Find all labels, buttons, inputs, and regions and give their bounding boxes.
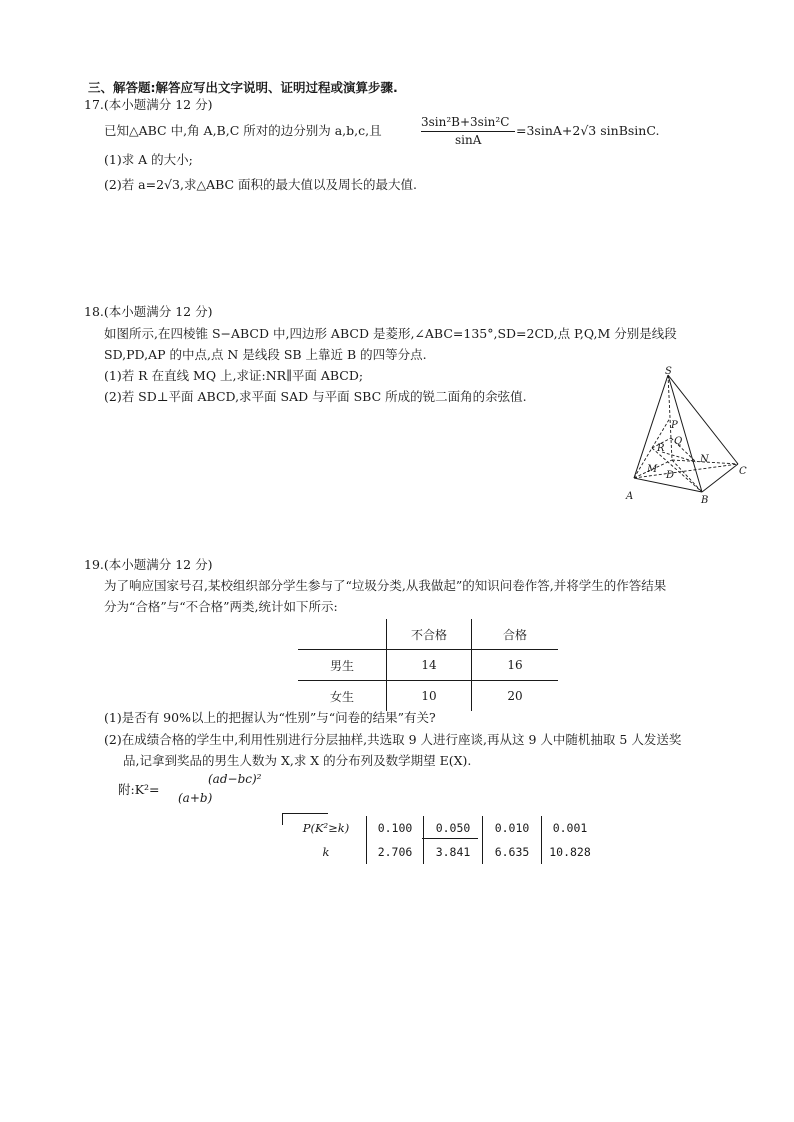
table-row-female-label: 女生 xyxy=(298,681,387,712)
label-N: N xyxy=(700,454,709,465)
formula-prefix: 附:K²= xyxy=(118,782,160,797)
q18-line2: SD,PD,AP 的中点,点 N 是线段 SB 上靠近 B 的四等分点. xyxy=(104,347,427,362)
kt-p-1: 0.050 xyxy=(424,816,483,840)
q19-part2-line2: 品,记拿到奖品的男生人数为 X,求 X 的分布列及数学期望 E(X). xyxy=(123,753,472,768)
label-C: C xyxy=(739,466,747,477)
q17-fraction-denominator: sinA xyxy=(455,133,482,147)
q18-line1: 如图所示,在四棱锥 S−ABCD 中,四边形 ABCD 是菱形,∠ABC=135°,SD=2CD,点 P,Q,M 分别是线段 xyxy=(104,326,677,341)
q17-fraction-numerator: 3sin²B+3sin²C xyxy=(421,115,510,129)
formula-numerator: (ad−bc)² xyxy=(208,772,262,786)
table-header-fail: 不合格 xyxy=(387,619,472,650)
label-Q: Q xyxy=(674,436,683,447)
q17-stem-prefix: 已知△ABC 中,角 A,B,C 所对的边分别为 a,b,c,且 xyxy=(104,123,382,138)
kt-corner xyxy=(282,813,283,825)
label-R: R xyxy=(657,443,665,454)
q19-header: 19.(本小题满分 12 分) xyxy=(84,557,213,572)
kt-k-0: 2.706 xyxy=(367,840,424,864)
kt-topline xyxy=(282,813,328,814)
kt-p-3: 0.001 xyxy=(542,816,599,840)
formula-denominator: (a+b) xyxy=(178,791,213,805)
label-P: P xyxy=(671,420,678,431)
table-header-pass: 合格 xyxy=(502,627,527,642)
contingency-table xyxy=(298,619,558,711)
table-cell-male-pass: 16 xyxy=(507,658,523,672)
q18-header: 18.(本小题满分 12 分) xyxy=(84,304,213,319)
pyramid-figure xyxy=(620,366,755,508)
q19-part2-line1: (2)在成绩合格的学生中,利用性别进行分层抽样,共选取 9 人进行座谈,再从这 9 人中随机抽取 5 人发送奖 xyxy=(104,732,682,747)
edge-SA xyxy=(634,375,668,478)
q19-line2: 分为“合格”与“不合格”两类,统计如下所示: xyxy=(104,599,338,614)
table-cell-male-fail: 14 xyxy=(387,650,472,681)
kt-k-1: 3.841 xyxy=(424,840,483,864)
kt-row2-label: k xyxy=(322,845,330,859)
label-S: S xyxy=(665,366,672,377)
table-cell-female-pass: 20 xyxy=(507,689,523,703)
kt-k-2: 6.635 xyxy=(483,840,542,864)
q17-fraction-bar xyxy=(421,131,515,132)
q18-part1: (1)若 R 在直线 MQ 上,求证:NR∥平面 ABCD; xyxy=(104,368,364,383)
q19-line1: 为了响应国家号召,某校组织部分学生参与了“垃圾分类,从我做起”的知识问卷作答,并将学生的作答结果 xyxy=(104,578,667,593)
table-row-male-label: 男生 xyxy=(298,650,387,681)
kt-p-2: 0.010 xyxy=(483,816,542,840)
section-title: 三、解答题:解答应写出文字说明、证明过程或演算步骤. xyxy=(88,80,398,95)
edge-SC xyxy=(668,375,738,464)
label-B: B xyxy=(701,495,709,506)
q18-part2: (2)若 SD⊥平面 ABCD,求平面 SAD 与平面 SBC 所成的锐二面角的余弦值. xyxy=(104,389,527,404)
kt-k-3: 10.828 xyxy=(542,840,599,864)
q17-header: 17.(本小题满分 12 分) xyxy=(84,97,213,112)
edge-BC xyxy=(702,464,738,492)
critical-value-table xyxy=(286,816,598,864)
q17-part1: (1)求 A 的大小; xyxy=(104,152,193,167)
q17-stem-suffix: =3sinA+2√3 sinBsinC. xyxy=(516,123,660,138)
label-M: M xyxy=(647,464,658,475)
q17-part2: (2)若 a=2√3,求△ABC 面积的最大值以及周长的最大值. xyxy=(104,177,418,192)
label-A: A xyxy=(626,491,634,502)
table-header-empty xyxy=(298,619,387,650)
q19-part1: (1)是否有 90%以上的把握认为“性别”与“问卷的结果”有关? xyxy=(104,710,436,725)
label-D: D xyxy=(666,470,675,481)
kt-p-0: 0.100 xyxy=(367,816,424,840)
kt-row1-label: P(K²≥k) xyxy=(302,821,350,835)
table-cell-female-fail: 10 xyxy=(387,681,472,712)
